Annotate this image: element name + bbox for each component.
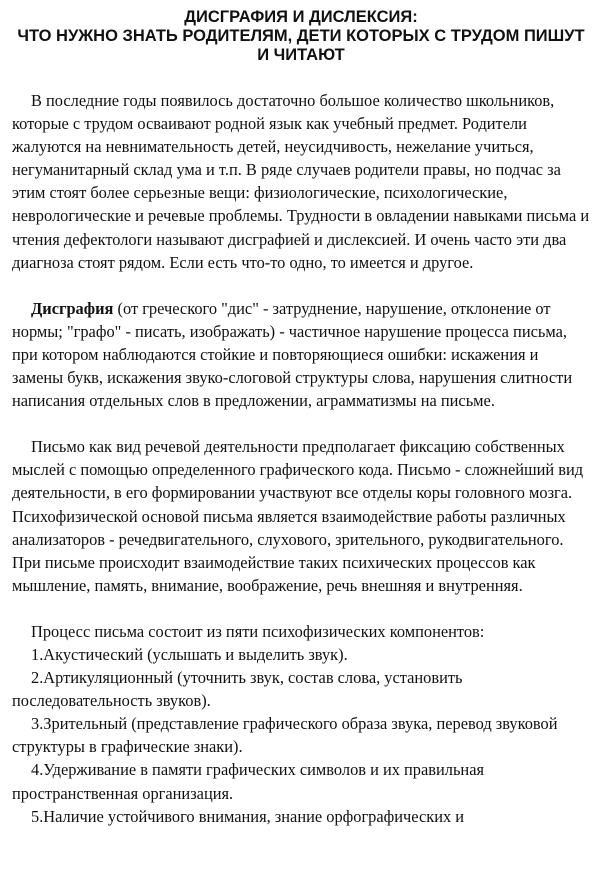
document-title bbox=[12, 8, 590, 65]
title-line-3: И ЧИТАЮТ bbox=[257, 46, 345, 64]
components-intro-paragraph: Процесс письма состоит из пяти психофизических компонентов: bbox=[31, 621, 485, 641]
document-body bbox=[12, 89, 590, 828]
intro-paragraph: В последние годы появилось достаточно большое количество школьников, которые с трудом осваивают родной язык как учебный предмет. Родители жалуются на невнимательность детей, неусидчивость, нежелание учиться, негуманитарный склад ума и т.п. В ряде случаев родители правы, но подчас за этим стоят более серьезные вещи: физиологические, психологические, неврологические и речевые проблемы. Трудности в овладении навыками письма и чтения дефектологи называют дисграфией и дислексией. И очень часто эти два диагноза стоят рядом. Если есть что-то одно, то имеется и другое. bbox=[12, 91, 590, 272]
list-item: 5.Наличие устойчивого внимания, знание орфографических и bbox=[31, 806, 465, 826]
list-item: 3.Зрительный (представление графического образа звука, перевод звуковой структуры в графические знаки). bbox=[12, 714, 558, 757]
list-item: 1.Акустический (услышать и выделить звук). bbox=[31, 644, 348, 664]
list-item: 4.Удерживание в памяти графических символов и их правильная пространственная организация. bbox=[12, 760, 485, 803]
title-line-2: ЧТО НУЖНО ЗНАТЬ РОДИТЕЛЯМ, ДЕТИ КОТОРЫХ С ТРУДОМ ПИШУТ bbox=[17, 27, 585, 45]
title-line-1: ДИСГРАФИЯ И ДИСЛЕКСИЯ: bbox=[184, 8, 418, 26]
components-list bbox=[12, 643, 590, 828]
dysgraphia-term: Дисграфия bbox=[31, 298, 114, 318]
dysgraphia-definition-paragraph bbox=[12, 297, 590, 412]
writing-activity-paragraph: Письмо как вид речевой деятельности предполагает фиксацию собственных мыслей с помощью определенного графического кода. Письмо - сложнейший вид деятельности, в его формировании участвуют все отделы коры головного мозга. Психофизической основой письма является взаимодействие работы различных анализаторов - речедвигательного, слухового, зрительного, рукодвигательного. При письме происходит взаимодействие таких психических процессов как мышление, память, внимание, воображение, речь внешняя и внутренняя. bbox=[12, 437, 584, 595]
dysgraphia-definition-text: (от греческого "дис" - затруднение, нарушение, отклонение от нормы; "графо" - писать, изображать) - частичное нарушение процесса письма, при котором наблюдаются стойкие и повторяющиеся ошибки: искажения и замены букв, искажения звуко-слоговой структуры слова, нарушения слитности написания отдельных слов в предложении, аграмматизмы на письме. bbox=[12, 298, 573, 411]
list-item: 2.Артикуляционный (уточнить звук, состав слова, установить последовательность звуков). bbox=[12, 668, 463, 711]
